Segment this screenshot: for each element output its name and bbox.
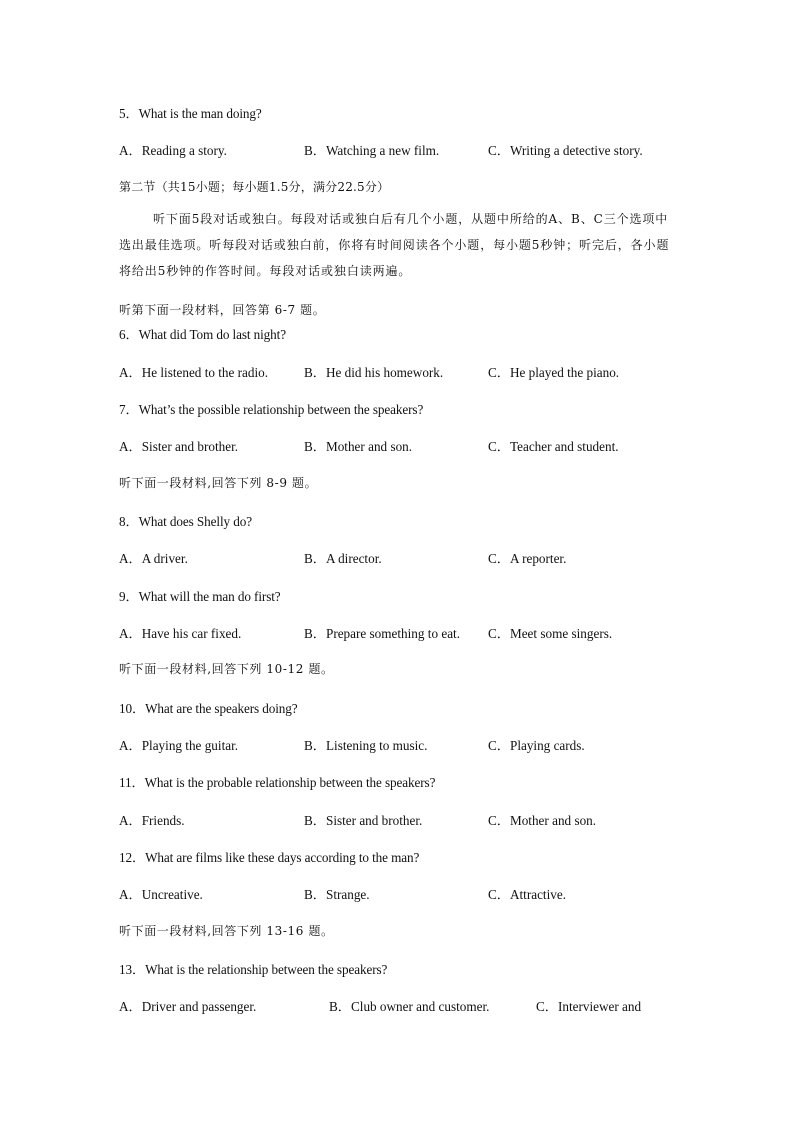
- q7-option-b: B．Mother and son.: [304, 439, 413, 454]
- lead-6-7: 听第下面一段材料，回答第 6-7 题。: [119, 303, 326, 317]
- q6-option-a: A．He listened to the radio.: [119, 365, 269, 380]
- q7-option-c: C．Teacher and student.: [488, 439, 619, 454]
- q13-option-a: A．Driver and passenger.: [119, 999, 257, 1014]
- question-8: 8．What does Shelly do?: [119, 514, 252, 529]
- instructions-text: 听下面5段对话或独白。每段对话或独白后有几个小题，从题中所给的A、B、C三个选项中选出最佳选项。听每段对话或独白前，你将有时间阅读各个小题，每小题5秒钟；听完后，各小题将给出5秒钟的作答时间。每段对话或独白读两遍。: [119, 212, 670, 278]
- q7-option-a: A．Sister and brother.: [119, 439, 239, 454]
- question-7: 7．What’s the possible relationship between the speakers?: [119, 402, 424, 417]
- q11-option-c: C．Mother and son.: [488, 813, 597, 828]
- q11-option-a: A．Friends.: [119, 813, 185, 828]
- q8-option-a: A．A driver.: [119, 551, 188, 566]
- question-10: 10．What are the speakers doing?: [119, 701, 298, 716]
- question-9: 9．What will the man do first?: [119, 589, 281, 604]
- question-5: 5．What is the man doing?: [119, 106, 262, 121]
- lead-8-9: 听下面一段材料,回答下列 8-9 题。: [119, 476, 318, 490]
- q8-option-c: C．A reporter.: [488, 551, 567, 566]
- q12-option-a: A．Uncreative.: [119, 887, 203, 902]
- q10-option-b: B．Listening to music.: [304, 738, 428, 753]
- section-2-heading: 第二节（共15小题；每小题1.5分，满分22.5分）: [119, 180, 390, 194]
- lead-13-16: 听下面一段材料,回答下列 13-16 题。: [119, 924, 334, 938]
- q9-option-a: A．Have his car fixed.: [119, 626, 242, 641]
- q6-option-c: C．He played the piano.: [488, 365, 620, 380]
- q13-option-b: B．Club owner and customer.: [329, 999, 490, 1014]
- section-2-instructions: [119, 206, 679, 284]
- question-13: 13．What is the relationship between the speakers?: [119, 962, 388, 977]
- q11-option-b: B．Sister and brother.: [304, 813, 423, 828]
- question-12: 12．What are films like these days according to the man?: [119, 850, 420, 865]
- q10-option-c: C．Playing cards.: [488, 738, 585, 753]
- question-11: 11．What is the probable relationship between the speakers?: [119, 775, 436, 790]
- q12-option-b: B．Strange.: [304, 887, 370, 902]
- q9-option-c: C．Meet some singers.: [488, 626, 613, 641]
- q5-option-c: C．Writing a detective story.: [488, 143, 643, 158]
- lead-10-12: 听下面一段材料,回答下列 10-12 题。: [119, 662, 334, 676]
- q12-option-c: C．Attractive.: [488, 887, 567, 902]
- q6-option-b: B．He did his homework.: [304, 365, 444, 380]
- question-6: 6．What did Tom do last night?: [119, 327, 286, 342]
- q5-option-a: A．Reading a story.: [119, 143, 227, 158]
- q10-option-a: A．Playing the guitar.: [119, 738, 239, 753]
- q5-option-b: B．Watching a new film.: [304, 143, 440, 158]
- q13-option-c: C．Interviewer and: [536, 999, 642, 1014]
- q9-option-b: B．Prepare something to eat.: [304, 626, 461, 641]
- q8-option-b: B．A director.: [304, 551, 382, 566]
